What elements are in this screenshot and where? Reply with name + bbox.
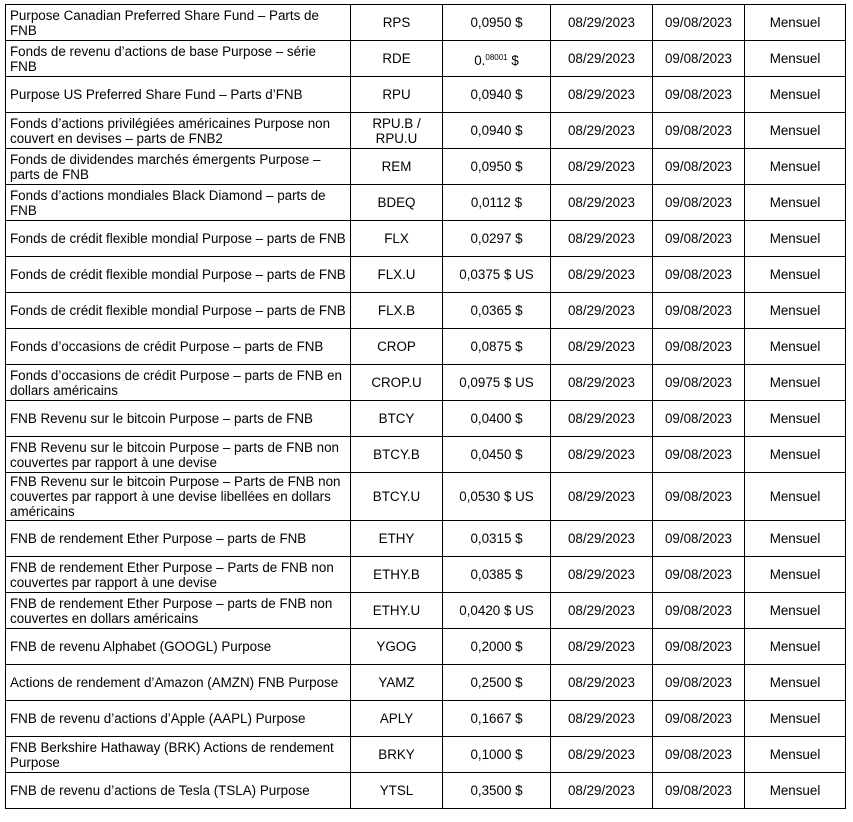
frequency-cell: Mensuel	[745, 701, 846, 737]
record-date-cell: 08/29/2023	[551, 113, 653, 149]
record-date-cell: 08/29/2023	[551, 5, 653, 41]
fund-name-cell: FNB de revenu d’actions d’Apple (AAPL) Purpose	[6, 701, 351, 737]
frequency-cell: Mensuel	[745, 185, 846, 221]
amount-cell: 0,0950 $	[443, 5, 551, 41]
distribution-table	[5, 4, 846, 809]
ticker-cell: FLX.U	[351, 257, 443, 293]
amount-cell: 0,0450 $	[443, 437, 551, 473]
frequency-cell: Mensuel	[745, 41, 846, 77]
record-date-cell: 08/29/2023	[551, 329, 653, 365]
amount-cell: 0,0420 $ US	[443, 593, 551, 629]
fund-name-cell: Fonds de revenu d’actions de base Purpose – série FNB	[6, 41, 351, 77]
table-row	[6, 329, 846, 365]
ticker-cell: RDE	[351, 41, 443, 77]
fund-name-cell: FNB de revenu Alphabet (GOOGL) Purpose	[6, 629, 351, 665]
frequency-cell: Mensuel	[745, 437, 846, 473]
payment-date-cell: 09/08/2023	[653, 557, 745, 593]
fund-name-cell: Fonds de crédit flexible mondial Purpose – parts de FNB	[6, 221, 351, 257]
record-date-cell: 08/29/2023	[551, 293, 653, 329]
fund-name-cell: FNB de rendement Ether Purpose – parts de FNB	[6, 521, 351, 557]
amount-cell	[443, 41, 551, 77]
ticker-cell: BTCY.U	[351, 473, 443, 521]
record-date-cell: 08/29/2023	[551, 365, 653, 401]
table-row	[6, 521, 846, 557]
frequency-cell: Mensuel	[745, 521, 846, 557]
table-row	[6, 41, 846, 77]
record-date-cell: 08/29/2023	[551, 473, 653, 521]
table-row	[6, 629, 846, 665]
amount-cell: 0,3500 $	[443, 773, 551, 809]
ticker-cell: CROP.U	[351, 365, 443, 401]
fund-name-cell: Fonds de crédit flexible mondial Purpose – parts de FNB	[6, 293, 351, 329]
amount-tail: $	[507, 52, 519, 68]
amount-superscript: 08001	[485, 52, 508, 62]
table-row	[6, 77, 846, 113]
ticker-cell: ETHY	[351, 521, 443, 557]
ticker-cell: REM	[351, 149, 443, 185]
record-date-cell: 08/29/2023	[551, 521, 653, 557]
record-date-cell: 08/29/2023	[551, 149, 653, 185]
frequency-cell: Mensuel	[745, 77, 846, 113]
amount-cell: 0,0950 $	[443, 149, 551, 185]
record-date-cell: 08/29/2023	[551, 437, 653, 473]
table-row	[6, 473, 846, 521]
ticker-cell: BRKY	[351, 737, 443, 773]
payment-date-cell: 09/08/2023	[653, 329, 745, 365]
ticker-cell: FLX	[351, 221, 443, 257]
frequency-cell: Mensuel	[745, 365, 846, 401]
frequency-cell: Mensuel	[745, 629, 846, 665]
amount-cell: 0,1667 $	[443, 701, 551, 737]
fund-name-cell: Purpose US Preferred Share Fund – Parts d’FNB	[6, 77, 351, 113]
fund-name-cell: FNB de rendement Ether Purpose – Parts de FNB non couvertes par rapport à une devise	[6, 557, 351, 593]
record-date-cell: 08/29/2023	[551, 185, 653, 221]
ticker-cell: RPU.B / RPU.U	[351, 113, 443, 149]
amount-cell: 0,0375 $ US	[443, 257, 551, 293]
payment-date-cell: 09/08/2023	[653, 5, 745, 41]
fund-name-cell: FNB Revenu sur le bitcoin Purpose – parts de FNB non couvertes par rapport à une devise	[6, 437, 351, 473]
fund-name-cell: Fonds d’occasions de crédit Purpose – parts de FNB en dollars américains	[6, 365, 351, 401]
amount-cell: 0,0385 $	[443, 557, 551, 593]
payment-date-cell: 09/08/2023	[653, 437, 745, 473]
record-date-cell: 08/29/2023	[551, 221, 653, 257]
record-date-cell: 08/29/2023	[551, 401, 653, 437]
ticker-cell: YTSL	[351, 773, 443, 809]
fund-name-cell: Fonds de crédit flexible mondial Purpose – parts de FNB	[6, 257, 351, 293]
fund-name-cell: Purpose Canadian Preferred Share Fund – Parts de FNB	[6, 5, 351, 41]
ticker-cell: YGOG	[351, 629, 443, 665]
table-row	[6, 773, 846, 809]
frequency-cell: Mensuel	[745, 557, 846, 593]
ticker-cell: RPS	[351, 5, 443, 41]
table-row	[6, 365, 846, 401]
fund-name-cell: Fonds d’actions mondiales Black Diamond – parts de FNB	[6, 185, 351, 221]
record-date-cell: 08/29/2023	[551, 257, 653, 293]
payment-date-cell: 09/08/2023	[653, 41, 745, 77]
payment-date-cell: 09/08/2023	[653, 365, 745, 401]
table-row	[6, 401, 846, 437]
amount-lead: 0.	[474, 52, 486, 68]
distribution-table-body	[6, 5, 846, 809]
amount-cell: 0,0940 $	[443, 113, 551, 149]
payment-date-cell: 09/08/2023	[653, 473, 745, 521]
payment-date-cell: 09/08/2023	[653, 665, 745, 701]
record-date-cell: 08/29/2023	[551, 77, 653, 113]
table-row	[6, 221, 846, 257]
amount-cell: 0,0400 $	[443, 401, 551, 437]
record-date-cell: 08/29/2023	[551, 557, 653, 593]
amount-cell: 0,0365 $	[443, 293, 551, 329]
table-row	[6, 701, 846, 737]
payment-date-cell: 09/08/2023	[653, 257, 745, 293]
frequency-cell: Mensuel	[745, 293, 846, 329]
payment-date-cell: 09/08/2023	[653, 113, 745, 149]
frequency-cell: Mensuel	[745, 5, 846, 41]
amount-cell: 0,0112 $	[443, 185, 551, 221]
payment-date-cell: 09/08/2023	[653, 149, 745, 185]
fund-name-cell: Actions de rendement d’Amazon (AMZN) FNB Purpose	[6, 665, 351, 701]
record-date-cell: 08/29/2023	[551, 773, 653, 809]
frequency-cell: Mensuel	[745, 473, 846, 521]
frequency-cell: Mensuel	[745, 257, 846, 293]
ticker-cell: ETHY.U	[351, 593, 443, 629]
ticker-cell: YAMZ	[351, 665, 443, 701]
frequency-cell: Mensuel	[745, 665, 846, 701]
amount-cell: 0,0975 $ US	[443, 365, 551, 401]
fund-name-cell: FNB de rendement Ether Purpose – parts de FNB non couvertes en dollars américains	[6, 593, 351, 629]
payment-date-cell: 09/08/2023	[653, 401, 745, 437]
amount-cell: 0,0297 $	[443, 221, 551, 257]
table-row	[6, 185, 846, 221]
frequency-cell: Mensuel	[745, 593, 846, 629]
frequency-cell: Mensuel	[745, 113, 846, 149]
payment-date-cell: 09/08/2023	[653, 77, 745, 113]
fund-name-cell: FNB Revenu sur le bitcoin Purpose – Parts de FNB non couvertes par rapport à une devise libellées en dollars américains	[6, 473, 351, 521]
ticker-cell: RPU	[351, 77, 443, 113]
record-date-cell: 08/29/2023	[551, 629, 653, 665]
fund-name-cell: Fonds d’occasions de crédit Purpose – parts de FNB	[6, 329, 351, 365]
ticker-cell: BTCY	[351, 401, 443, 437]
ticker-cell: FLX.B	[351, 293, 443, 329]
fund-name-cell: Fonds d’actions privilégiées américaines Purpose non couvert en devises – parts de FNB2	[6, 113, 351, 149]
record-date-cell: 08/29/2023	[551, 737, 653, 773]
amount-cell: 0,0875 $	[443, 329, 551, 365]
fund-name-cell: FNB de revenu d’actions de Tesla (TSLA) Purpose	[6, 773, 351, 809]
payment-date-cell: 09/08/2023	[653, 701, 745, 737]
ticker-cell: BTCY.B	[351, 437, 443, 473]
frequency-cell: Mensuel	[745, 737, 846, 773]
amount-cell: 0,1000 $	[443, 737, 551, 773]
ticker-cell: CROP	[351, 329, 443, 365]
table-row	[6, 5, 846, 41]
fund-name-cell: Fonds de dividendes marchés émergents Purpose – parts de FNB	[6, 149, 351, 185]
amount-cell: 0,0315 $	[443, 521, 551, 557]
amount-cell: 0,2500 $	[443, 665, 551, 701]
amount-cell: 0,0530 $ US	[443, 473, 551, 521]
payment-date-cell: 09/08/2023	[653, 629, 745, 665]
ticker-cell: ETHY.B	[351, 557, 443, 593]
ticker-cell: BDEQ	[351, 185, 443, 221]
frequency-cell: Mensuel	[745, 401, 846, 437]
payment-date-cell: 09/08/2023	[653, 593, 745, 629]
record-date-cell: 08/29/2023	[551, 593, 653, 629]
payment-date-cell: 09/08/2023	[653, 185, 745, 221]
amount-cell: 0,0940 $	[443, 77, 551, 113]
record-date-cell: 08/29/2023	[551, 41, 653, 77]
payment-date-cell: 09/08/2023	[653, 521, 745, 557]
fund-name-cell: FNB Berkshire Hathaway (BRK) Actions de rendement Purpose	[6, 737, 351, 773]
frequency-cell: Mensuel	[745, 329, 846, 365]
record-date-cell: 08/29/2023	[551, 701, 653, 737]
payment-date-cell: 09/08/2023	[653, 293, 745, 329]
table-row	[6, 293, 846, 329]
payment-date-cell: 09/08/2023	[653, 737, 745, 773]
table-row	[6, 665, 846, 701]
frequency-cell: Mensuel	[745, 221, 846, 257]
record-date-cell: 08/29/2023	[551, 665, 653, 701]
table-row	[6, 593, 846, 629]
ticker-cell: APLY	[351, 701, 443, 737]
amount-cell: 0,2000 $	[443, 629, 551, 665]
payment-date-cell: 09/08/2023	[653, 773, 745, 809]
table-row	[6, 437, 846, 473]
frequency-cell: Mensuel	[745, 773, 846, 809]
payment-date-cell: 09/08/2023	[653, 221, 745, 257]
table-row	[6, 113, 846, 149]
table-row	[6, 257, 846, 293]
table-row	[6, 737, 846, 773]
fund-name-cell: FNB Revenu sur le bitcoin Purpose – parts de FNB	[6, 401, 351, 437]
table-row	[6, 557, 846, 593]
frequency-cell: Mensuel	[745, 149, 846, 185]
table-row	[6, 149, 846, 185]
